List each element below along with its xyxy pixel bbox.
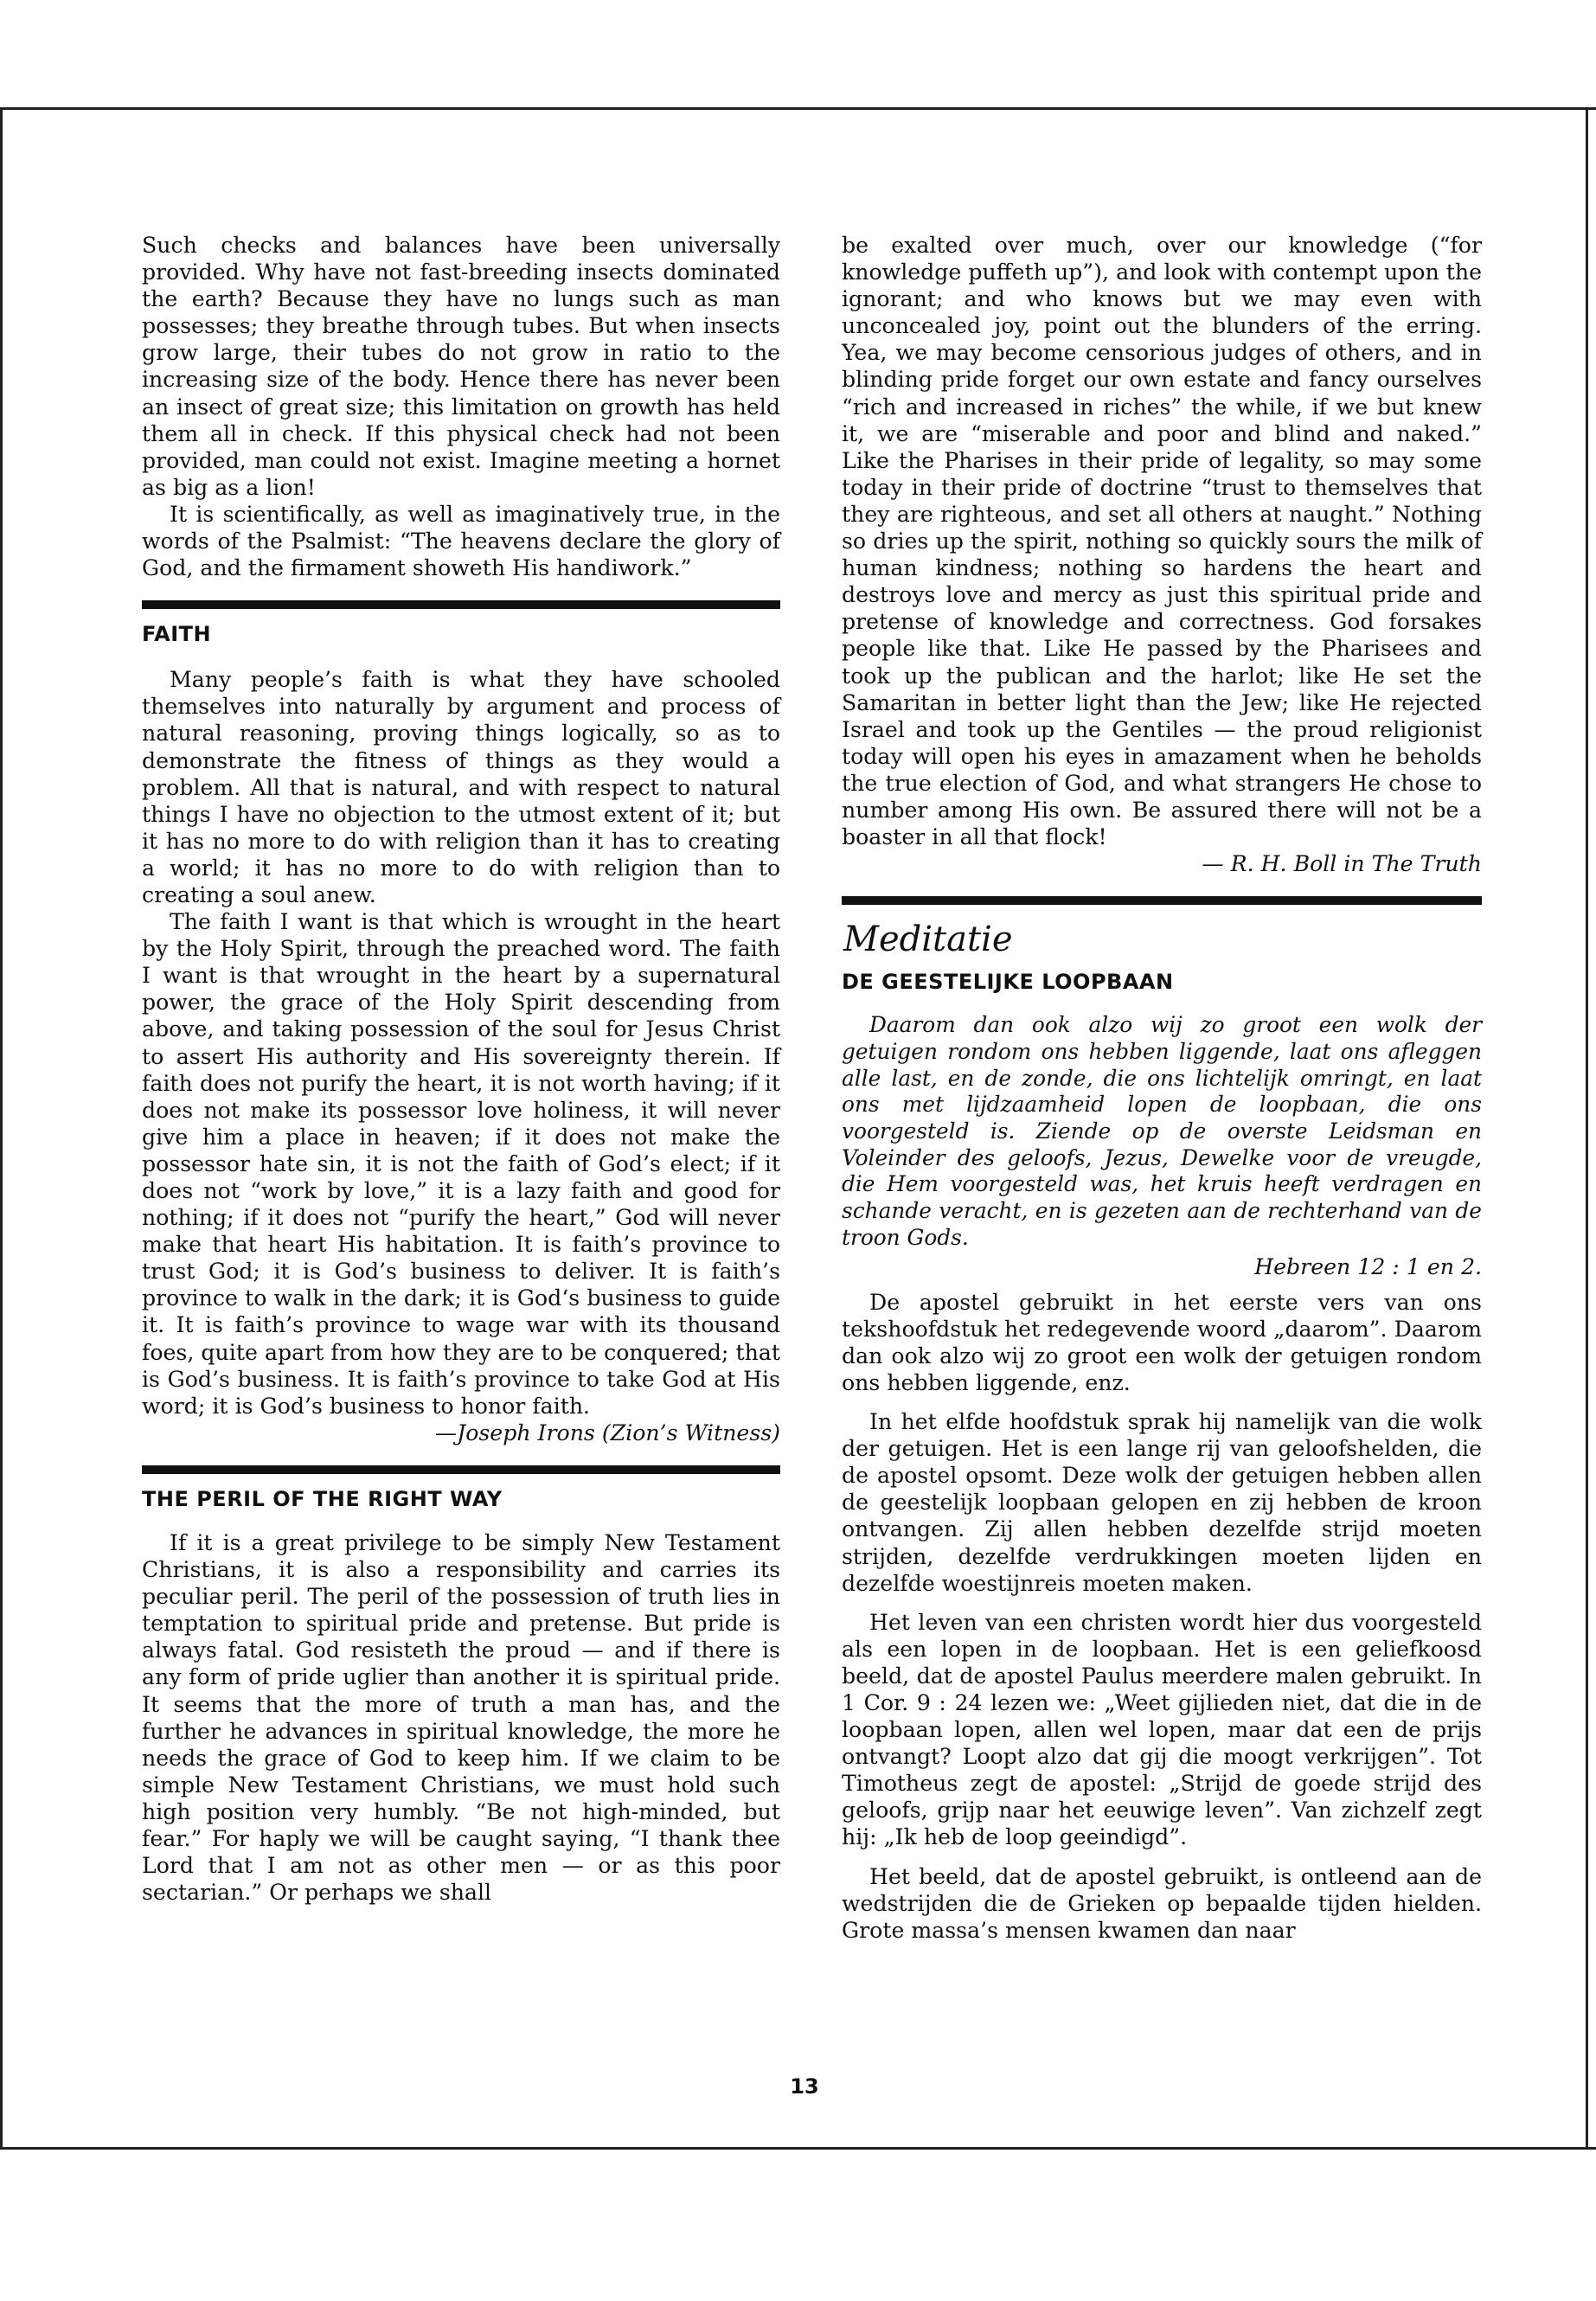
faith-heading: FAITH — [142, 622, 212, 647]
faith-paragraph: Many people’s faith is what they have schooled themselves into naturally by argument and process of natural reasoning, proving things logically, so as to demonstrate the fitness of things as they would a problem. All that is natural, and with respect to natural things I have no objection to the utmost extent of it; but it has no more to do with religion than it has to creating a world; it has no more to do with religion than to creating a soul anew. — [142, 667, 780, 907]
page-number: 13 — [790, 2074, 819, 2099]
faith-paragraph: The faith I want is that which is wrought in the heart by the Holy Spirit, through the preached word. The faith I want is that wrought in the heart by a supernatural power, the grace of the Holy Spirit descending from above, and taking possession of the soul for Jesus Christ to assert His authority and His sovereignty therein. If faith does not purify the heart, it is not worth having; if it does not make its possessor love holiness, it will never give him a place in heaven; if it does not make the possessor hate sin, it is not the faith of God’s elect; if it does not “work by love,” it is a lazy faith and good for nothing; if it does not “purify the heart,” God will never make that heart His habitation. It is faith’s province to trust God; it is God’s business to deliver. It is faith’s province to walk in the dark; it is God‘s business to guide it. It is faith’s province to wage war with its thousand foes, quite apart from how they are to be conquered; that is God’s business. It is faith’s province to take God at His word; it is God’s business to honor faith. — [142, 909, 780, 1419]
faith-attribution: —Joseph Irons (Zion’s Witness) — [434, 1420, 780, 1445]
section-rule — [842, 896, 1482, 905]
meditatie-title: Meditatie — [843, 920, 1013, 960]
page-edge-right — [1586, 107, 1588, 2149]
intro-paragraph: Such checks and balances have been universally provided. Why have not fast-breeding insects dominated the earth? Because they have no lungs such as man possesses; they breathe through tubes. But when insects grow large, their tubes do not grow in ratio to the increasing size of the body. Hence there has never been an insect of great size; this limitation on growth has held them all in check. If this physical check had not been provided, man could not exist. Imagine meeting a hornet as big as a lion! — [142, 233, 780, 500]
meditatie-paragraph: Het leven van een christen wordt hier dus voorgesteld als een lopen in de loopbaan. Het is een geliefkoosd beeld, dat de apostel Paulus meerdere malen gebruikt. In 1 Cor. 9 : 24 lezen we: „Weet gijlieden niet, dat die in de loopbaan lopen, allen wel lopen, maar dat een de prijs ontvangt? Loopt alzo dat gij die moogt verkrijgen”. Tot Timotheus zegt de apostel: „Strijd de goede strijd des geloofs, grijp naar het eeuwige leven”. Van zichzelf zegt hij: „Ik heb de loop geeindigd”. — [842, 1609, 1482, 1850]
meditatie-paragraph: Het beeld, dat de apostel gebruikt, is ontleend aan de wedstrijden die de Grieken op bepaalde tijden hielden. Grote massa’s mensen kwamen dan naar — [842, 1863, 1482, 1943]
section-rule — [142, 600, 780, 609]
page-edge-top — [0, 107, 1596, 110]
page-edge-bottom — [0, 2147, 1596, 2150]
peril-paragraph: If it is a great privilege to be simply New Testament Christians, it is also a responsibility and carries its peculiar peril. The peril of the possession of truth lies in temptation to spiritual pride and pretense. But pride is always fatal. God resisteth the proud — and if there is any form of pride uglier than another it is spiritual pride. It seems that the more of truth a man has, and the further he advances in spiritual knowledge, the more he needs the grace of God to keep him. If we claim to be simple New Testament Christians, we must hold such high position very humbly. “Be not high-minded, but fear.” For haply we will be caught saying, “I thank thee Lord that I am not as other men — or as this poor sectarian.” Or perhaps we shall — [142, 1529, 780, 1906]
intro-paragraph: It is scientifically, as well as imaginatively true, in the words of the Psalmist: “The heavens declare the glory of God, and the firmament showeth His handiwork.” — [142, 501, 780, 581]
continuation-paragraph: be exalted over much, over our knowledge (“for knowledge puffeth up”), and look with contempt upon the ignorant; and who knows but we may even with unconcealed joy, point out the blunders of the erring. Yea, we may become censorious judges of others, and in blinding pride forget our own estate and fancy ourselves “rich and increased in riches” the while, if we but knew it, we are “miserable and poor and blind and naked.” Like the Pharises in their pride of legality, so may some today in their pride of doctrine “trust to themselves that they are righteous, and set all others at naught.” Nothing so dries up the spirit, nothing so quickly sours the milk of human kindness; nothing so hardens the heart and destroys love and mercy as just this spiritual pride and pretense of knowledge and correctness. God forsakes people like that. Like He passed by the Pharisees and took up the publican and the harlot; like He set the Samaritan in better light than the Jew; like He rejected Israel and took up the Gentiles — the proud religionist today will open his eyes in amazament when he beholds the true election of God, and what strangers He chose to number among His own. Be assured there will not be a boaster in all that flock! — [842, 233, 1482, 850]
scripture-reference: Hebreen 12 : 1 en 2. — [1254, 1253, 1482, 1279]
meditatie-heading: DE GEESTELIJKE LOOPBAAN — [842, 970, 1174, 995]
left-column — [142, 232, 780, 1906]
right-column — [842, 232, 1482, 1944]
boll-attribution: — R. H. Boll in The Truth — [1202, 851, 1482, 877]
section-rule — [142, 1465, 780, 1474]
page-edge-left — [0, 107, 3, 2149]
scripture-quote: Daarom dan ook alzo wij zo groot een wolk der getuigen rondom ons hebben liggende, laat ons afleggen alle last, en de zonde, die ons lichtelijk omringt, en laat ons met lijdzaamheid lopen de loopbaan, die ons voorgesteld is. Ziende op de overste Leidsman en Voleinder des geloofs, Jezus, Dewelke voor de vreugde, die Hem voorgesteld was, het kruis heeft verdragen en schande veracht, en is gezeten aan de rechterhand van de troon Gods. — [842, 1012, 1482, 1250]
meditatie-paragraph: In het elfde hoofdstuk sprak hij namelijk van die wolk der getuigen. Het is een lange rij van geloofshelden, die de apostel opsomt. Deze wolk der getuigen hebben allen de geestelijk loopbaan gelopen en zij hebben de kroon ontvangen. Zij allen hebben dezelfde strijd moeten strijden, dezelfde verdrukkingen moeten lijden en dezelfde woestijnreis moeten maken. — [842, 1409, 1482, 1596]
peril-heading: THE PERIL OF THE RIGHT WAY — [142, 1486, 503, 1511]
meditatie-paragraph: De apostel gebruikt in het eerste vers van ons tekshoofdstuk het redegevende woord „daarom”. Daarom dan ook alzo wij zo groot een wolk der getuigen rondom ons hebben liggende, enz. — [842, 1289, 1482, 1395]
